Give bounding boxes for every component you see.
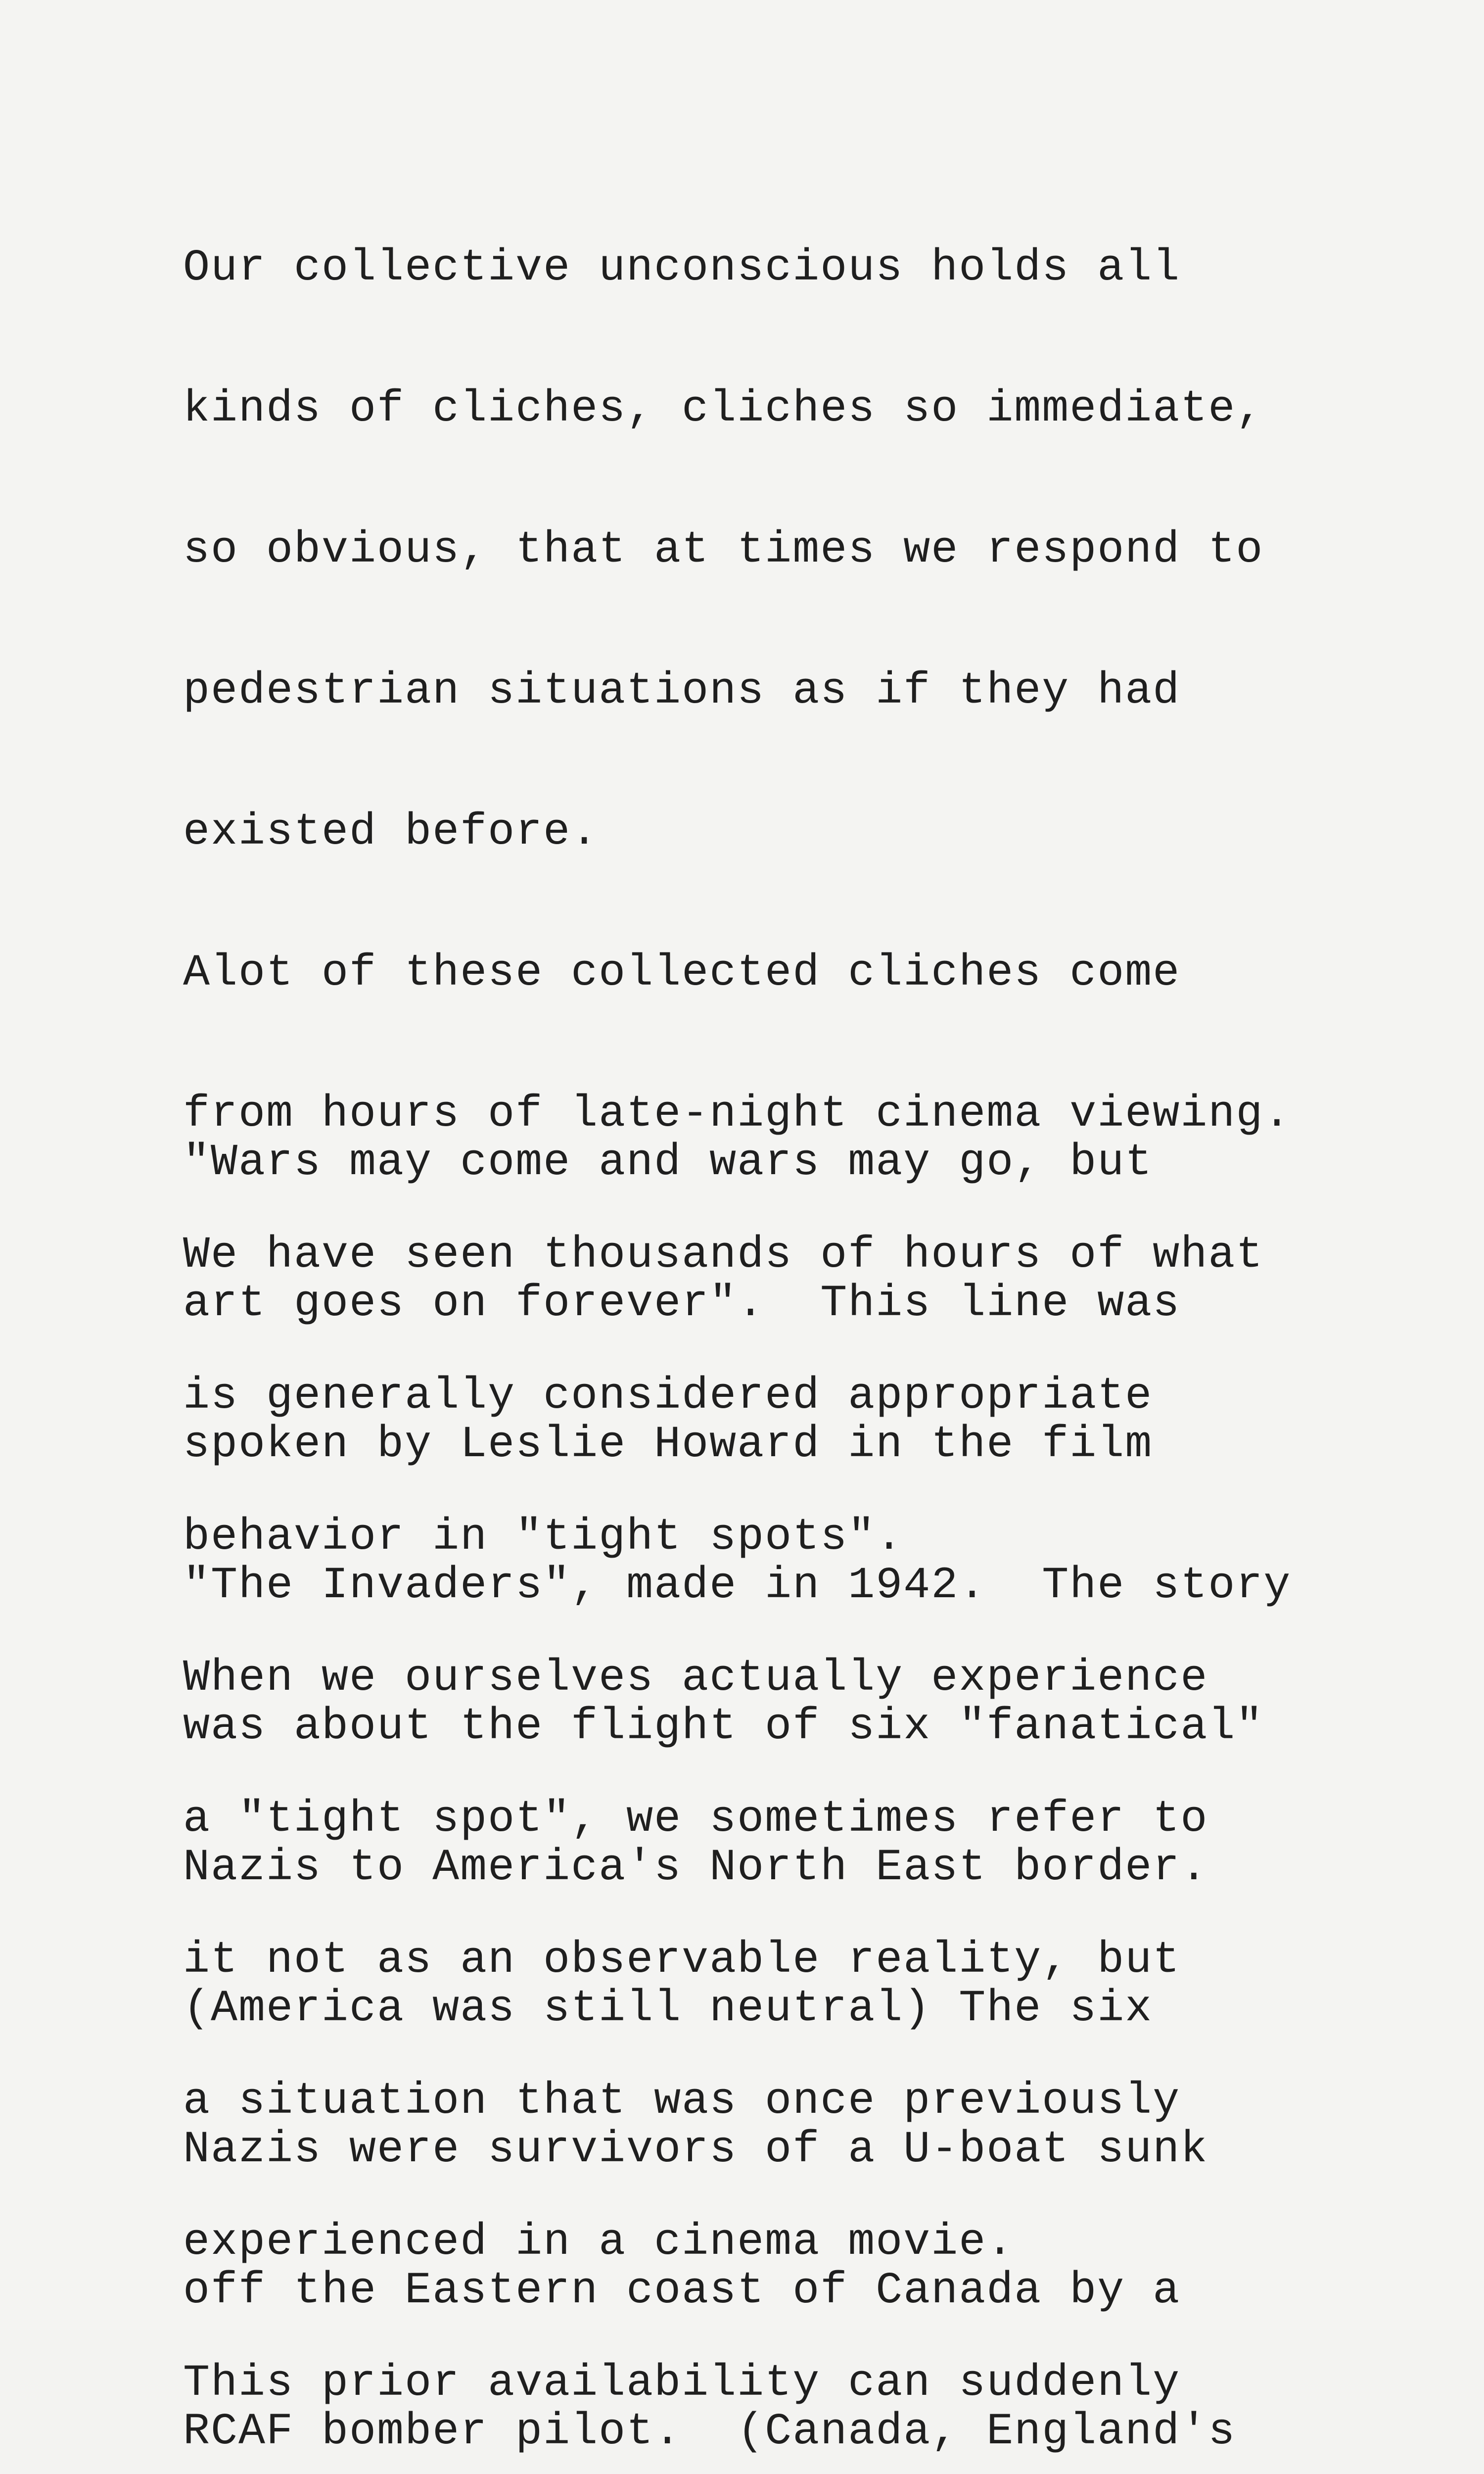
- text-line: art goes on forever". This line was: [183, 1279, 1181, 1329]
- text-line: "The Invaders", made in 1942. The story: [183, 1561, 1292, 1611]
- text-line: We have seen thousands of hours of what: [183, 1230, 1264, 1281]
- text-line: was about the flight of six "fanatical": [183, 1702, 1264, 1752]
- text-line: kinds of cliches, cliches so immediate,: [183, 384, 1264, 434]
- text-line: Alot of these collected cliches come: [183, 948, 1181, 999]
- paragraph-invaders: [183, 1046, 1370, 2474]
- text-line: This prior availability can suddenly: [183, 2358, 1181, 2409]
- text-line: When we ourselves actually experience: [183, 1653, 1208, 1704]
- text-line: (America was still neutral) The six: [183, 1984, 1153, 2034]
- text-line: it not as an observable reality, but: [183, 1935, 1181, 1986]
- text-line: experienced in a cinema movie.: [183, 2217, 1015, 2268]
- text-line: pedestrian situations as if they had: [183, 666, 1181, 716]
- text-line: is generally considered appropriate: [183, 1371, 1153, 1422]
- text-line: spoken by Leslie Howard in the film: [183, 1420, 1153, 1470]
- text-line: off the Eastern coast of Canada by a: [183, 2266, 1181, 2316]
- text-line: RCAF bomber pilot. (Canada, England's: [183, 2407, 1236, 2457]
- text-line: Our collective unconscious holds all: [183, 243, 1181, 293]
- text-line: a "tight spot", we sometimes refer to: [183, 1794, 1208, 1845]
- text-line: Nazis to America's North East border.: [183, 1843, 1208, 1893]
- text-line: Nazis were survivors of a U-boat sunk: [183, 2125, 1208, 2175]
- text-line: "Wars may come and wars may go, but: [183, 1138, 1153, 1188]
- text-line: so obvious, that at times we respond to: [183, 525, 1264, 575]
- text-line: a situation that was once previously: [183, 2076, 1181, 2127]
- text-line: existed before.: [183, 807, 599, 857]
- text-line: behavior in "tight spots".: [183, 1512, 904, 1563]
- text-line: from hours of late-night cinema viewing.: [183, 1089, 1292, 1140]
